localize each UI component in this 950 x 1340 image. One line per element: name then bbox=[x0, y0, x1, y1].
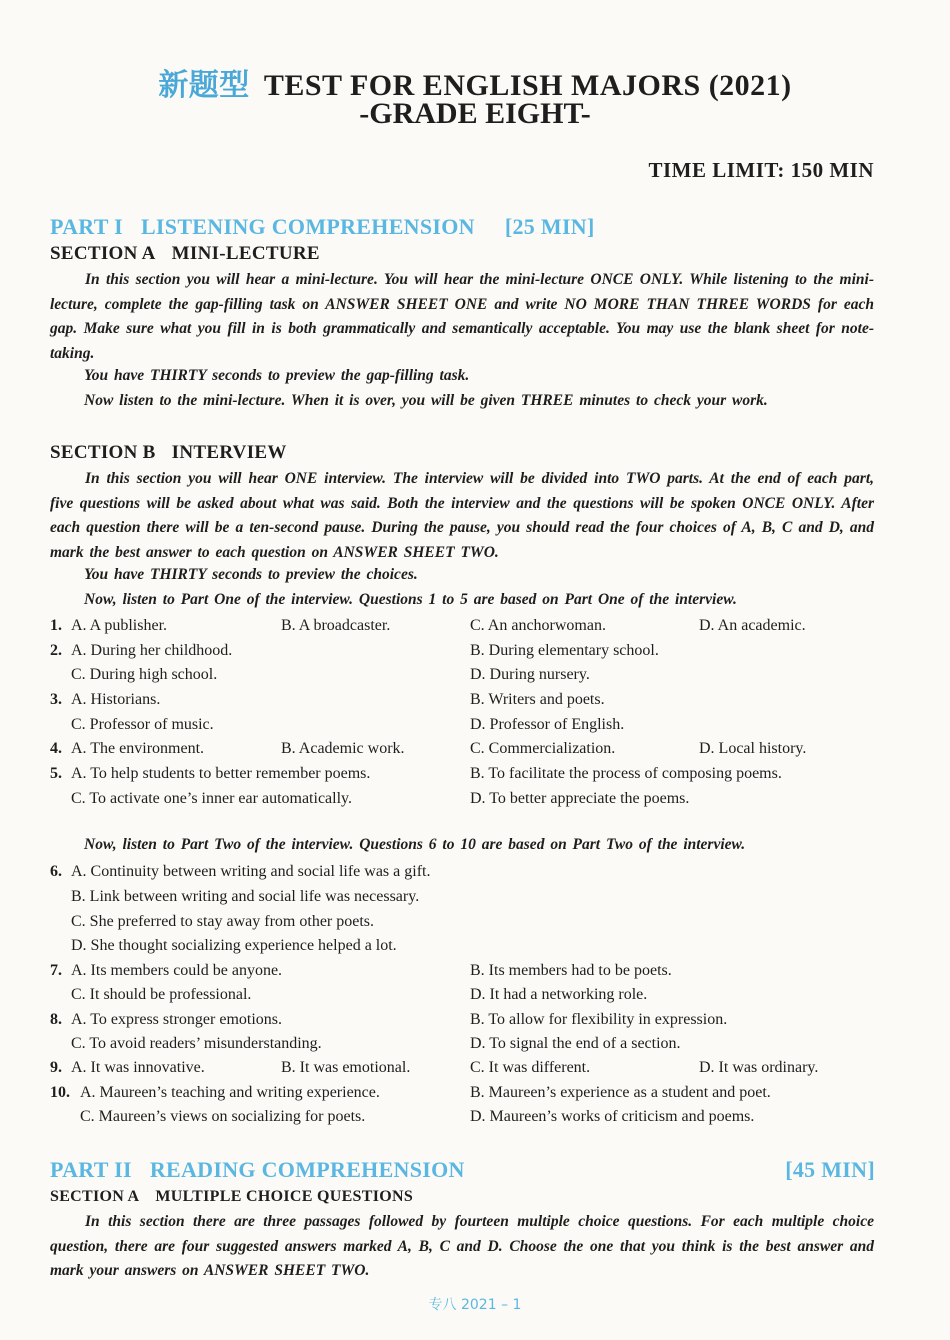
question-1-number: 1. bbox=[50, 617, 62, 634]
section-b-instructions-text: In this section you will hear ONE interview. The interview will be divided into TWO parts. At the end of each part, five questions will be asked about what was said. Both the interview and the questions will be spoken ONCE ONLY. After each question there will be a ten-second pause. During the pause, you should read the four choices of A, B, C and D, and mark the best answer to each question on ANSWER SHEET TWO. bbox=[50, 470, 874, 561]
part2-section-a-label: SECTION A bbox=[50, 1188, 140, 1205]
question-3-number: 3. bbox=[50, 691, 62, 708]
question-9-option-d: D. It was ordinary. bbox=[699, 1059, 819, 1076]
part-two-intro: Now, listen to Part Two of the interview. Questions 6 to 10 are based on Part Two of the interview. bbox=[84, 836, 746, 853]
question-9-option-a: A. It was innovative. bbox=[71, 1059, 205, 1076]
question-2-option-a: A. During her childhood. bbox=[71, 642, 233, 659]
question-6-option-b: B. Link between writing and social life was necessary. bbox=[71, 888, 420, 905]
question-3-option-c: C. Professor of music. bbox=[71, 716, 214, 733]
part2-title: READING COMPREHENSION bbox=[149, 1157, 465, 1182]
part1-number: PART I bbox=[50, 214, 123, 239]
question-3-option-b: B. Writers and poets. bbox=[470, 691, 605, 708]
question-5-option-c: C. To activate one’s inner ear automatically. bbox=[71, 790, 352, 807]
question-7-option-c: C. It should be professional. bbox=[71, 986, 252, 1003]
question-5-number: 5. bbox=[50, 765, 62, 782]
question-4-option-a: A. The environment. bbox=[71, 740, 205, 757]
part2-section-a-heading bbox=[50, 1188, 413, 1206]
question-2-option-b: B. During elementary school. bbox=[470, 642, 659, 659]
question-9-option-b: B. It was emotional. bbox=[281, 1059, 411, 1076]
section-a-preview: You have THIRTY seconds to preview the gap-filling task. bbox=[84, 367, 470, 384]
part-one-intro: Now, listen to Part One of the interview. Questions 1 to 5 are based on Part One of the interview. bbox=[84, 591, 737, 608]
question-4-option-c: C. Commercialization. bbox=[470, 740, 616, 757]
exam-title-text: TEST FOR ENGLISH MAJORS (2021) bbox=[263, 69, 792, 102]
question-9-number: 9. bbox=[50, 1059, 62, 1076]
question-4-option-b: B. Academic work. bbox=[281, 740, 405, 757]
section-b-title: INTERVIEW bbox=[171, 442, 287, 463]
question-5-option-b: B. To facilitate the process of composing poems. bbox=[470, 765, 782, 782]
question-7-option-a: A. Its members could be anyone. bbox=[71, 962, 283, 979]
question-3-option-d: D. Professor of English. bbox=[470, 716, 625, 733]
question-8-option-d: D. To signal the end of a section. bbox=[470, 1035, 681, 1052]
part2-number: PART II bbox=[50, 1157, 132, 1182]
question-10-option-d: D. Maureen’s works of criticism and poems. bbox=[470, 1108, 755, 1125]
question-1-option-a: A. A publisher. bbox=[71, 617, 168, 634]
question-5-option-d: D. To better appreciate the poems. bbox=[470, 790, 690, 807]
question-8-option-a: A. To express stronger emotions. bbox=[71, 1011, 282, 1028]
question-6-option-a: A. Continuity between writing and social life was a gift. bbox=[71, 863, 431, 880]
section-a-label: SECTION A bbox=[50, 243, 156, 264]
section-b-label: SECTION B bbox=[50, 442, 156, 463]
page-footer: 专八 2021 – 1 bbox=[428, 1297, 522, 1313]
question-10-option-a: A. Maureen’s teaching and writing experience. bbox=[80, 1084, 380, 1101]
part1-duration: [25 MIN] bbox=[504, 214, 595, 239]
question-6-number: 6. bbox=[50, 863, 62, 880]
question-4-number: 4. bbox=[50, 740, 62, 757]
section-a-instructions bbox=[50, 268, 874, 366]
question-2-option-d: D. During nursery. bbox=[470, 666, 590, 683]
part2-duration: [45 MIN] bbox=[785, 1157, 875, 1182]
question-1-option-d: D. An academic. bbox=[699, 617, 806, 634]
question-6-option-d: D. She thought socializing experience helped a lot. bbox=[71, 937, 397, 954]
question-7-option-b: B. Its members had to be poets. bbox=[470, 962, 672, 979]
question-9-option-c: C. It was different. bbox=[470, 1059, 591, 1076]
time-limit: TIME LIMIT: 150 MIN bbox=[648, 158, 874, 182]
section-a-listen: Now listen to the mini-lecture. When it is over, you will be given THREE minutes to check your work. bbox=[84, 392, 768, 409]
question-8-number: 8. bbox=[50, 1011, 62, 1028]
section-a-heading bbox=[50, 243, 320, 265]
part1-title: LISTENING COMPREHENSION bbox=[140, 214, 475, 239]
part2-section-a-instructions bbox=[50, 1210, 874, 1284]
question-3-option-a: A. Historians. bbox=[71, 691, 161, 708]
section-a-instructions-text: In this section you will hear a mini-lecture. You will hear the mini-lecture ONCE ONLY. While listening to the mini-lecture, complete the gap-filling task on ANSWER SHEET ONE and write NO MORE THAN THREE WORDS for each gap. Make sure what you fill in is both grammatically and semantically acceptable. You may use the blank sheet for note-taking. bbox=[50, 271, 874, 362]
section-b-preview: You have THIRTY seconds to preview the choices. bbox=[84, 566, 418, 583]
section-b-instructions bbox=[50, 467, 874, 565]
section-b-heading bbox=[50, 442, 287, 464]
part2-section-a-instructions-text: In this section there are three passages followed by fourteen multiple choice questions. For each multiple choice question, there are four suggested answers marked A, B, C and D. Choose the one that you think is the best answer and mark your answers on ANSWER SHEET TWO. bbox=[50, 1213, 874, 1280]
part1-heading bbox=[50, 214, 875, 240]
question-6-option-c: C. She preferred to stay away from other poets. bbox=[71, 913, 375, 930]
section-a-title: MINI-LECTURE bbox=[171, 243, 320, 264]
part2-heading bbox=[50, 1157, 875, 1183]
new-format-tag: 新题型 bbox=[158, 69, 250, 102]
question-2-option-c: C. During high school. bbox=[71, 666, 218, 683]
question-7-option-d: D. It had a networking role. bbox=[470, 986, 648, 1003]
question-4-option-d: D. Local history. bbox=[699, 740, 807, 757]
question-5-option-a: A. To help students to better remember poems. bbox=[71, 765, 371, 782]
question-10-number: 10. bbox=[50, 1084, 70, 1101]
question-1-option-c: C. An anchorwoman. bbox=[470, 617, 606, 634]
question-10-option-b: B. Maureen’s experience as a student and poet. bbox=[470, 1084, 771, 1101]
question-8-option-c: C. To avoid readers’ misunderstanding. bbox=[71, 1035, 322, 1052]
question-8-option-b: B. To allow for flexibility in expression. bbox=[470, 1011, 728, 1028]
question-2-number: 2. bbox=[50, 642, 62, 659]
question-10-option-c: C. Maureen’s views on socializing for poets. bbox=[80, 1108, 366, 1125]
question-1-option-b: B. A broadcaster. bbox=[281, 617, 391, 634]
question-7-number: 7. bbox=[50, 962, 62, 979]
part2-section-a-title: MULTIPLE CHOICE QUESTIONS bbox=[155, 1188, 414, 1205]
exam-subtitle: -GRADE EIGHT- bbox=[359, 97, 591, 130]
